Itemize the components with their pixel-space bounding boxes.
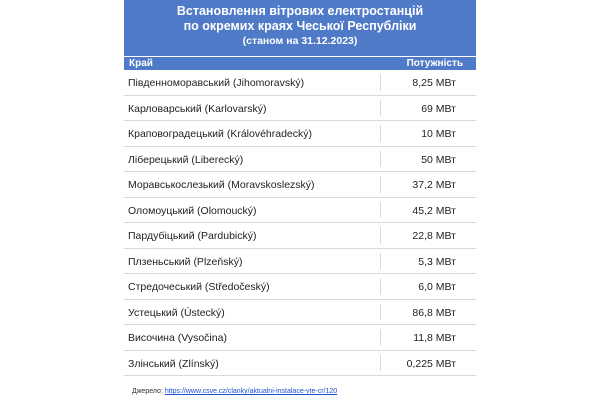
table-body (124, 70, 476, 376)
column-divider (380, 253, 381, 270)
table-row (124, 172, 476, 198)
table-title-line-1: Встановлення вітрових електростанцій (176, 4, 424, 18)
table-row (124, 198, 476, 224)
column-divider (380, 151, 381, 168)
column-divider (380, 100, 381, 117)
column-divider (380, 355, 381, 372)
table-row (124, 274, 476, 300)
column-divider (380, 304, 381, 321)
source-label: Джерело: (132, 388, 163, 395)
row-power: 8,25 МВт (412, 77, 456, 89)
row-region: Пардубіцький (Pardubický) (128, 230, 257, 242)
column-divider (380, 125, 381, 142)
row-region: Оломоуцький (Olomoucký) (128, 204, 257, 217)
row-power: 0,225 МВт (406, 357, 456, 370)
table-row (124, 249, 476, 275)
table-row (124, 223, 476, 249)
table-title-block (124, 0, 476, 56)
column-divider (380, 176, 381, 193)
row-region: Карловарський (Karlovarský) (128, 102, 267, 115)
table-row (124, 121, 476, 147)
row-region: Краповоградецький (Královéhradecký) (128, 128, 313, 140)
row-power: 6,0 МВт (418, 281, 456, 293)
table-row (124, 351, 476, 377)
table-subtitle: (станом на 31.12.2023) (242, 35, 358, 47)
row-region: Ліберецький (Liberecký) (128, 153, 244, 166)
row-power: 5,3 МВт (418, 255, 456, 268)
table-row (124, 96, 476, 122)
table-header-row (124, 57, 476, 70)
row-power: 10 МВт (421, 128, 456, 140)
row-region: Плзеньський (Plzeňský) (128, 255, 243, 268)
row-region: Південноморавський (Jihomoravský) (128, 77, 305, 89)
row-power: 37,2 МВт (412, 179, 456, 191)
table-row (124, 325, 476, 351)
column-divider (380, 278, 381, 295)
column-divider (380, 227, 381, 244)
row-region: Злінський (Zlínský) (128, 357, 219, 370)
table-row (124, 300, 476, 326)
column-divider (380, 74, 381, 91)
column-divider (380, 202, 381, 219)
table-title-line-2: по окремих краях Чеської Республіки (183, 19, 417, 33)
row-power: 11,8 МВт (413, 332, 456, 344)
row-region: Устецький (Ústecký) (128, 306, 225, 319)
source-note (132, 388, 337, 395)
row-power: 86,8 МВт (412, 306, 456, 319)
row-region: Височина (Vysočina) (128, 332, 227, 344)
column-header-region: Край (129, 58, 153, 69)
table-row (124, 70, 476, 96)
row-region: Моравськослезький (Moravskoslezský) (128, 179, 315, 191)
wind-power-table (124, 0, 476, 400)
row-power: 50 МВт (421, 153, 456, 166)
column-divider (380, 329, 381, 346)
row-region: Стредочеський (Středočeský) (128, 281, 270, 293)
row-power: 69 МВт (421, 102, 456, 115)
column-header-power: Потужність (406, 58, 463, 69)
source-link[interactable]: https://www.csve.cz/clanky/aktualni-instalace-vte-cr/120 (164, 388, 338, 395)
row-power: 45,2 МВт (412, 204, 456, 217)
row-power: 22,8 МВт (412, 230, 456, 242)
table-row (124, 147, 476, 173)
